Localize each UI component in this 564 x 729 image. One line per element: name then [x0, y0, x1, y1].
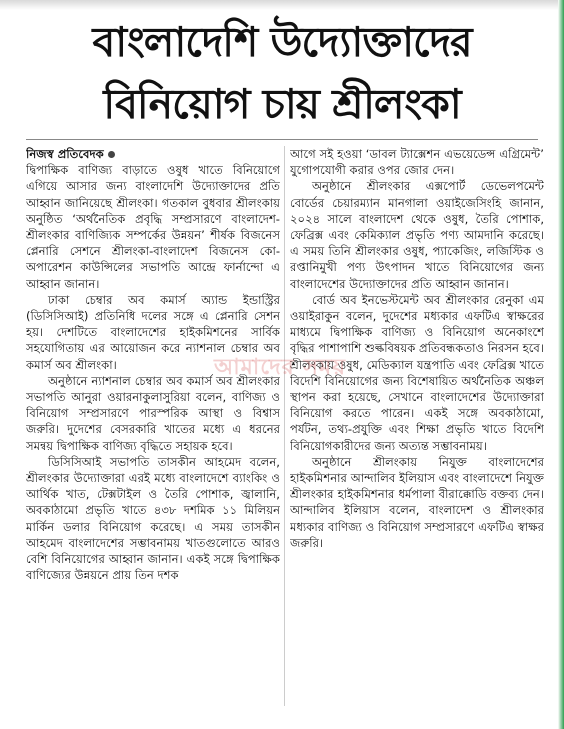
paragraph: আগে সই হওয়া ‘ডাবল ট্যাক্সেশন এভয়েডেন্স এগ্রিমেন্ট’ যুগোপযোগী করার ওপর জোর দেন।: [290, 147, 544, 178]
article-column-left: [26, 146, 280, 716]
paragraph: বোর্ড অব ইনভেস্টমেন্ট অব শ্রীলংকার রেনুকা এম ওয়াইরাকুন বলেন, দুদেশের মধ্যকার এফটিএ স্বাক্ষরের মাধ্যমে দ্বিপাক্ষিক বাণিজ্য ও বিনিয়োগ অনেকাংশে বৃদ্ধির পাশাপাশি শুল্কবিষয়ক প্রতিবন্ধকতাও নিরসন হবে। শ্রীলংকায় ওষুধ, মেডিক্যাল যন্ত্রপাতি এবং ফেব্রিক্স খাতে বিদেশি বিনিয়োগের জন্য বিশেষায়িত অর্থনৈতিক অঞ্চল স্থাপন করা হয়েছে, সেখানে বাংলাদেশের উদ্যোক্তারা বিনিয়োগ করতে পারেন। একই সঙ্গে অবকাঠামো, পর্যটন, তথ্য-প্রযুক্তি এবং শিক্ষা প্রভৃতি খাতে বিদেশি বিনিয়োগকারীদের জন্য অত্যন্ত সম্ভাবনাময়।: [290, 292, 544, 453]
newspaper-watermark: আমাদের সময়: [214, 355, 347, 380]
paragraph: অনুষ্ঠানে শ্রীলংকায় নিযুক্ত বাংলাদেশের হাইকমিশনার আন্দালিব ইলিয়াস এবং বাংলাদেশে নিযুক্ত শ্রীলংকার হাইকমিশনার ধর্মপালা বীরাক্কোডি বক্তব্য দেন। আন্দালিব ইলিয়াস বলেন, বাংলাদেশ ও শ্রীলংকার মধ্যকার বাণিজ্য ও বিনিয়োগ সম্প্রসারণে এফটিএ স্বাক্ষর জরুরি।: [290, 454, 544, 550]
headline-line-1: বাংলাদেশি উদ্যোক্তাদের: [92, 18, 472, 66]
byline-row: [26, 146, 280, 162]
paragraph: অনুষ্ঠানে শ্রীলংকার এক্সপোর্ট ডেভেলপমেন্ট বোর্ডের চেয়ারম্যান মানগালা ওয়াইজেসিংহি জানান, ২০২৪ সালে বাংলাদেশ থেকে ওষুধ, তৈরি পোশাক, ফেব্রিক্স এবং কেমিক্যাল প্রভৃতি পণ্য আমদানি করেছে। এ সময় তিনি শ্রীলংকার ওষুধ, প্যাকেজিং, লজিস্টিক ও রপ্তানিমুখী পণ্য উৎপাদন খাতে বিনিয়োগের জন্য বাংলাদেশের উদ্যোক্তাদের প্রতি আহ্বান জানান।: [290, 179, 544, 291]
paragraph: ঢাকা চেম্বার অব কমার্স অ্যান্ড ইন্ডাস্ট্রির (ডিসিসিআই) প্রতিনিধি দলের সঙ্গে এ প্লেনারি সেশন হয়। দেশটিতে বাংলাদেশের হাইকমিশনের সার্বিক সহযোগিতায় এর আয়োজন করে ন্যাশনাল চেম্বার অব কমার্স অব শ্রীলংকা।: [26, 292, 280, 372]
page-top-shadow: [0, 0, 564, 10]
column-divider: [284, 146, 285, 706]
headline-line-2: বিনিয়োগ চায় শ্রীলংকা: [103, 80, 461, 128]
page-right-edge: [558, 0, 564, 729]
paragraph: অনুষ্ঠানে ন্যাশনাল চেম্বার অব কমার্স অব শ্রীলংকার সভাপতি আনুরা ওয়ারনাকুলাসুরিয়া বলেন, বাণিজ্য ও বিনিয়োগ সম্প্রসারণে পারস্পরিক আস্থা ও বিশ্বাস জরুরি। দুদেশের বেসরকারি খাতের মধ্যে এ ধরনের সমন্বয় দ্বিপাক্ষিক বাণিজ্য বৃদ্ধিতে সহায়ক হবে।: [26, 373, 280, 453]
article-column-right: [290, 146, 544, 716]
paragraph: ডিসিসিআই সভাপতি তাসকীন আহমেদ বলেন, শ্রীলংকার উদ্যোক্তারা এরই মধ্যে বাংলাদেশে ব্যাংকিং ও আর্থিক খাত, টেক্সটাইল ও তৈরি পোশাক, জ্বালানি, অবকাঠামো প্রভৃতি খাতে ৪৩৮ দশমিক ১১ মিলিয়ন মার্কিন ডলার বিনিয়োগ করেছে। এ সময় তাসকীন আহমেদ বাংলাদেশের সম্ভাবনাময় খাতগুলোতে আরও বেশি বিনিয়োগের আহ্বান জানান। একই সঙ্গে দ্বিপাক্ষিক বাণিজ্যের উন্নয়নে প্রায় তিন দশক: [26, 454, 280, 583]
byline: নিজস্ব প্রতিবেদক: [26, 147, 104, 161]
headline-rule: [26, 139, 538, 140]
bullet-dot-icon: [108, 151, 115, 158]
paragraph: দ্বিপাক্ষিক বাণিজ্য বাড়াতে ওষুধ খাতে বিনিয়োগে এগিয়ে আসার জন্য বাংলাদেশি উদ্যোক্তাদের প্রতি আহ্বান জানিয়েছে শ্রীলংকা। গতকাল বুধবার শ্রীলংকায় অনুষ্ঠিত ‘অর্থনৈতিক প্রবৃদ্ধি সম্প্রসারণে বাংলাদেশ-শ্রীলংকার বাণিজ্যিক সম্পর্কের উন্নয়ন’ শীর্ষক বিজনেস প্লেনারি সেশনে শ্রীলংকা-বাংলাদেশ বিজনেস কো-অপারেশন কাউন্সিলের সভাপতি আন্দ্রে ফার্নান্দো এ আহ্বান জানান।: [26, 163, 280, 291]
